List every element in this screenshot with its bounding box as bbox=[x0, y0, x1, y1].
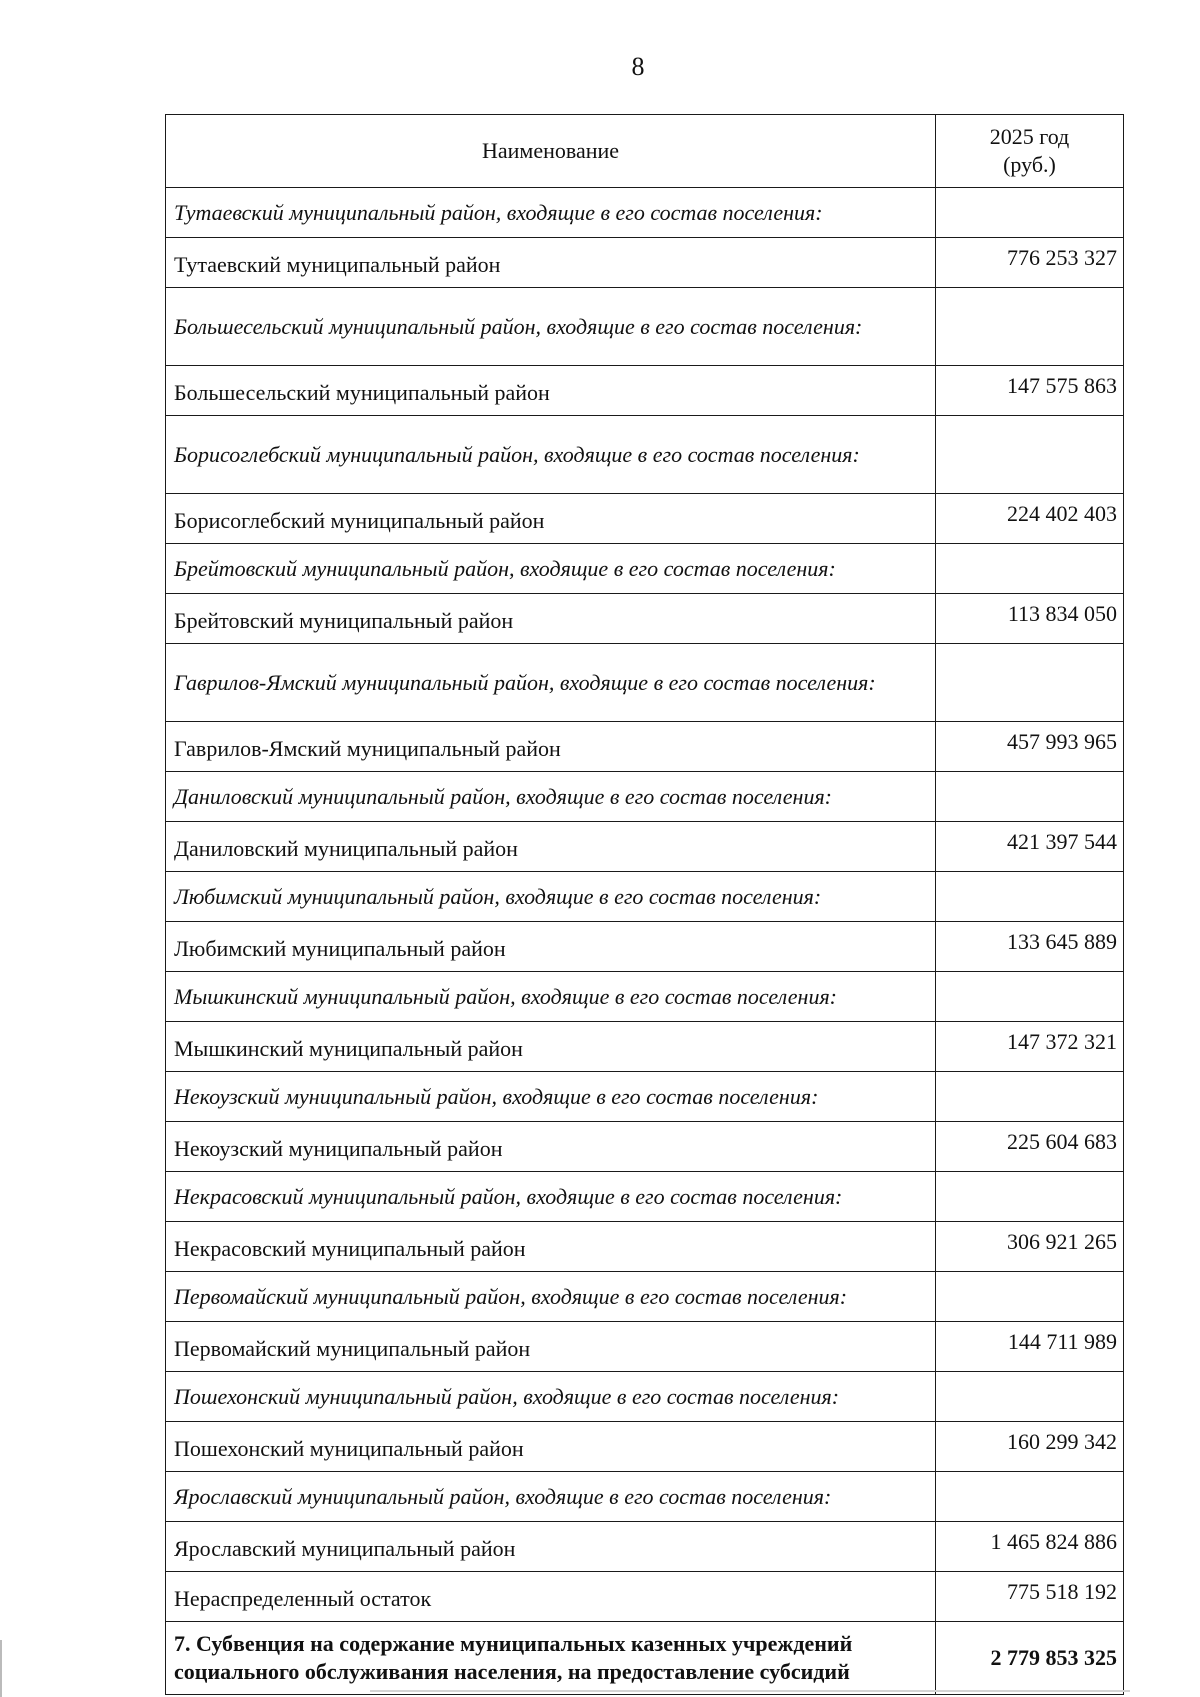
group-label: Мышкинский муниципальный район, входящие в его состав поселения: bbox=[166, 972, 936, 1022]
header-name: Наименование bbox=[166, 115, 936, 188]
table-row bbox=[166, 1322, 1124, 1372]
district-name: Гаврилов-Ямский муниципальный район bbox=[166, 722, 936, 772]
table-row bbox=[166, 922, 1124, 972]
table-row bbox=[166, 1022, 1124, 1072]
district-name: Любимский муниципальный район bbox=[166, 922, 936, 972]
district-name: Большесельский муниципальный район bbox=[166, 366, 936, 416]
total-value: 2 779 853 325 bbox=[936, 1622, 1124, 1695]
table-row-group bbox=[166, 288, 1124, 366]
group-label: Даниловский муниципальный район, входящие в его состав поселения: bbox=[166, 772, 936, 822]
district-name: Первомайский муниципальный район bbox=[166, 1322, 936, 1372]
table-row-group bbox=[166, 1372, 1124, 1422]
table-row bbox=[166, 1522, 1124, 1572]
table-row-group bbox=[166, 1072, 1124, 1122]
district-name: Некоузский муниципальный район bbox=[166, 1122, 936, 1172]
table-row-total bbox=[166, 1622, 1124, 1695]
remainder-name: Нераспределенный остаток bbox=[166, 1572, 936, 1622]
table-row bbox=[166, 238, 1124, 288]
total-name-line1: 7. Субвенция на содержание муниципальных казенных учреждений bbox=[174, 1631, 853, 1656]
group-label: Тутаевский муниципальный район, входящие в его состав поселения: bbox=[166, 188, 936, 238]
header-year-label: 2025 год bbox=[989, 124, 1070, 149]
district-name: Борисоглебский муниципальный район bbox=[166, 494, 936, 544]
district-name: Некрасовский муниципальный район bbox=[166, 1222, 936, 1272]
table-row-group bbox=[166, 644, 1124, 722]
total-name-line2: социального обслуживания населения, на предоставление субсидий bbox=[174, 1659, 850, 1684]
district-value: 1 465 824 886 bbox=[936, 1522, 1124, 1572]
scan-edge-mark bbox=[0, 1640, 2, 1697]
table-row bbox=[166, 494, 1124, 544]
district-name: Ярославский муниципальный район bbox=[166, 1522, 936, 1572]
group-label: Первомайский муниципальный район, входящие в его состав поселения: bbox=[166, 1272, 936, 1322]
table-row-group bbox=[166, 1272, 1124, 1322]
district-value: 144 711 989 bbox=[936, 1322, 1124, 1372]
district-name: Пошехонский муниципальный район bbox=[166, 1422, 936, 1472]
table-row-group bbox=[166, 1472, 1124, 1522]
table-row-group bbox=[166, 416, 1124, 494]
group-label: Ярославский муниципальный район, входящие в его состав поселения: bbox=[166, 1472, 936, 1522]
header-year bbox=[936, 115, 1124, 188]
table-row bbox=[166, 822, 1124, 872]
table-row-remainder bbox=[166, 1572, 1124, 1622]
table-row bbox=[166, 722, 1124, 772]
table-row bbox=[166, 1222, 1124, 1272]
table-row-group bbox=[166, 872, 1124, 922]
district-value: 306 921 265 bbox=[936, 1222, 1124, 1272]
district-name: Мышкинский муниципальный район bbox=[166, 1022, 936, 1072]
district-value: 133 645 889 bbox=[936, 922, 1124, 972]
district-value: 457 993 965 bbox=[936, 722, 1124, 772]
group-label: Брейтовский муниципальный район, входящие в его состав поселения: bbox=[166, 544, 936, 594]
remainder-value: 775 518 192 bbox=[936, 1572, 1124, 1622]
table-row-group bbox=[166, 972, 1124, 1022]
header-year-unit: (руб.) bbox=[1003, 152, 1056, 177]
district-value: 113 834 050 bbox=[936, 594, 1124, 644]
district-value: 421 397 544 bbox=[936, 822, 1124, 872]
table-row-group bbox=[166, 772, 1124, 822]
table-row bbox=[166, 1422, 1124, 1472]
group-label: Некрасовский муниципальный район, входящие в его состав поселения: bbox=[166, 1172, 936, 1222]
district-value: 776 253 327 bbox=[936, 238, 1124, 288]
district-value: 147 372 321 bbox=[936, 1022, 1124, 1072]
district-value: 160 299 342 bbox=[936, 1422, 1124, 1472]
group-label: Любимский муниципальный район, входящие в его состав поселения: bbox=[166, 872, 936, 922]
group-label: Большесельский муниципальный район, входящие в его состав поселения: bbox=[166, 288, 936, 366]
table-row bbox=[166, 366, 1124, 416]
table-row-group bbox=[166, 1172, 1124, 1222]
total-name bbox=[166, 1622, 936, 1695]
district-value: 225 604 683 bbox=[936, 1122, 1124, 1172]
scan-bottom-mark bbox=[370, 1690, 1130, 1692]
group-label: Борисоглебский муниципальный район, входящие в его состав поселения: bbox=[166, 416, 936, 494]
table-row bbox=[166, 1122, 1124, 1172]
table-header-row bbox=[166, 115, 1124, 188]
table-row-group bbox=[166, 188, 1124, 238]
district-value: 224 402 403 bbox=[936, 494, 1124, 544]
page-number: 8 bbox=[631, 52, 645, 81]
group-label: Гаврилов-Ямский муниципальный район, входящие в его состав поселения: bbox=[166, 644, 936, 722]
district-name: Брейтовский муниципальный район bbox=[166, 594, 936, 644]
district-name: Даниловский муниципальный район bbox=[166, 822, 936, 872]
table-row bbox=[166, 594, 1124, 644]
group-label: Некоузский муниципальный район, входящие в его состав поселения: bbox=[166, 1072, 936, 1122]
subvention-table bbox=[165, 114, 1124, 1695]
district-value: 147 575 863 bbox=[936, 366, 1124, 416]
group-label: Пошехонский муниципальный район, входящие в его состав поселения: bbox=[166, 1372, 936, 1422]
district-name: Тутаевский муниципальный район bbox=[166, 238, 936, 288]
table-row-group bbox=[166, 544, 1124, 594]
